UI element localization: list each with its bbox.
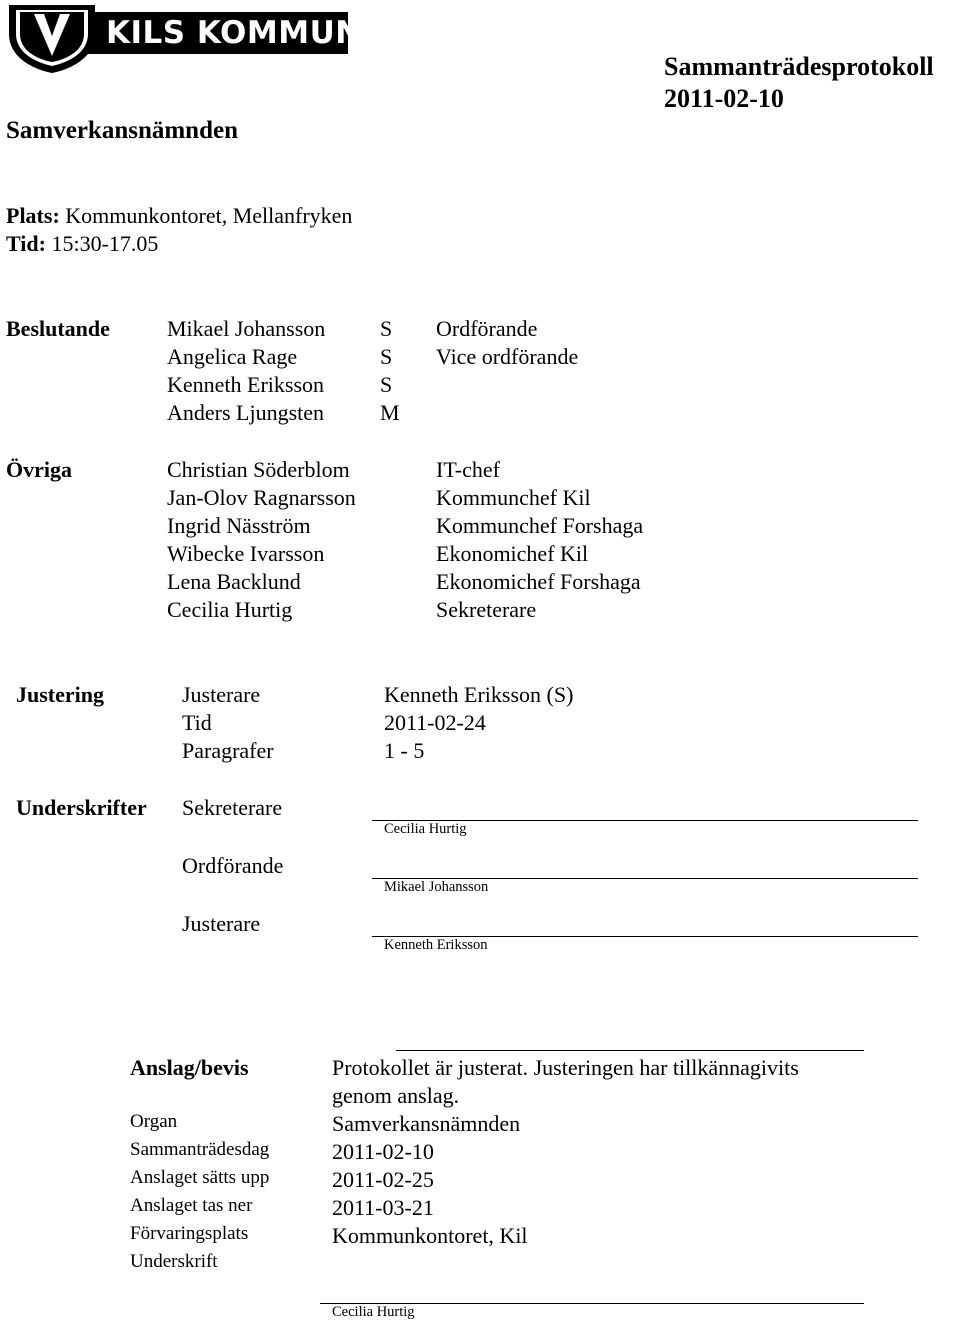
attendee-role: Kommunchef Forshaga: [436, 513, 644, 538]
signer-name-sekreterare: Cecilia Hurtig: [384, 821, 467, 837]
member-party: M: [380, 400, 400, 425]
beslutande-roles: [436, 315, 578, 371]
justering-keys: [182, 681, 274, 765]
anslag-value: 2011-03-21: [332, 1195, 434, 1220]
anslag-label: Anslag/bevis: [130, 1055, 249, 1080]
justering-key: Tid: [182, 710, 212, 735]
signer-name-ordforande: Mikael Johansson: [384, 879, 489, 895]
justering-value: 2011-02-24: [384, 710, 486, 735]
attendee-role: Kommunchef Kil: [436, 485, 591, 510]
justering-values: [384, 681, 573, 765]
anslag-key: Anslaget sätts upp: [130, 1167, 270, 1188]
attendee-name: Lena Backlund: [167, 569, 301, 594]
anslag-key: Anslaget tas ner: [130, 1195, 253, 1216]
place-label: Plats:: [6, 203, 60, 228]
member-role: Vice ordförande: [436, 344, 579, 369]
anslag-top-rule: [396, 1050, 864, 1051]
committee-name: Samverkansnämnden: [6, 117, 238, 144]
anslag-text-line1: Protokollet är justerat. Justeringen har tillkännagivits: [332, 1055, 799, 1080]
justering-value: Kenneth Eriksson (S): [384, 682, 574, 707]
attendee-name: Wibecke Ivarsson: [167, 541, 325, 566]
kils-kommun-logo: [8, 4, 362, 74]
member-role: Ordförande: [436, 316, 538, 341]
anslag-key: Förvaringsplats: [130, 1223, 249, 1244]
document-date: 2011-02-10: [664, 84, 784, 113]
signature-role-ordforande: Ordförande: [182, 853, 284, 878]
attendee-name: Ingrid Näsström: [167, 513, 311, 538]
anslag-key: Sammanträdesdag: [130, 1139, 270, 1160]
meeting-time: [6, 230, 158, 258]
anslag-text-line2: genom anslag.: [332, 1083, 460, 1108]
anslag-value: Samverkansnämnden: [332, 1111, 521, 1136]
member-name: Mikael Johansson: [167, 316, 326, 341]
member-name: Kenneth Eriksson: [167, 372, 325, 397]
attendee-name: Cecilia Hurtig: [167, 597, 293, 622]
justering-label: Justering: [16, 682, 104, 707]
logo-wordmark: KILS KOMMUN: [106, 15, 362, 51]
anslag-values: [332, 1110, 528, 1250]
anslag-key: Organ: [130, 1111, 178, 1132]
member-party: S: [380, 316, 393, 341]
beslutande-parties: [380, 315, 400, 427]
anslag-value: 2011-02-10: [332, 1139, 434, 1164]
beslutande-label: Beslutande: [6, 316, 110, 341]
anslag-value: Kommunkontoret, Kil: [332, 1223, 528, 1248]
attendee-name: Jan-Olov Ragnarsson: [167, 485, 356, 510]
document-type: Sammanträdesprotokoll: [664, 52, 934, 81]
anslag-signer-name: Cecilia Hurtig: [332, 1304, 415, 1320]
ovriga-label: Övriga: [6, 457, 72, 482]
justering-key: Justerare: [182, 682, 261, 707]
meeting-place: [6, 202, 352, 230]
anslag-key: Underskrift: [130, 1251, 218, 1272]
time-value: 15:30-17.05: [51, 231, 159, 256]
ovriga-names: [167, 456, 356, 624]
anslag-keys: [130, 1110, 269, 1278]
member-party: S: [380, 344, 393, 369]
ovriga-roles: [436, 456, 643, 624]
place-value: Kommunkontoret, Mellanfryken: [65, 203, 353, 228]
member-name: Anders Ljungsten: [167, 400, 325, 425]
signature-role-justerare: Justerare: [182, 911, 261, 936]
attendee-role: Ekonomichef Forshaga: [436, 569, 641, 594]
member-party: S: [380, 372, 393, 397]
time-label: Tid:: [6, 231, 46, 256]
justering-key: Paragrafer: [182, 738, 274, 763]
signer-name-justerare: Kenneth Eriksson: [384, 937, 488, 953]
justering-value: 1 - 5: [384, 738, 425, 763]
attendee-name: Christian Söderblom: [167, 457, 350, 482]
underskrifter-label: Underskrifter: [16, 795, 147, 820]
anslag-value: 2011-02-25: [332, 1167, 434, 1192]
beslutande-names: [167, 315, 325, 427]
attendee-role: Sekreterare: [436, 597, 537, 622]
attendee-role: Ekonomichef Kil: [436, 541, 589, 566]
attendee-role: IT-chef: [436, 457, 500, 482]
signature-role-sekreterare: Sekreterare: [182, 795, 283, 820]
member-name: Angelica Rage: [167, 344, 298, 369]
